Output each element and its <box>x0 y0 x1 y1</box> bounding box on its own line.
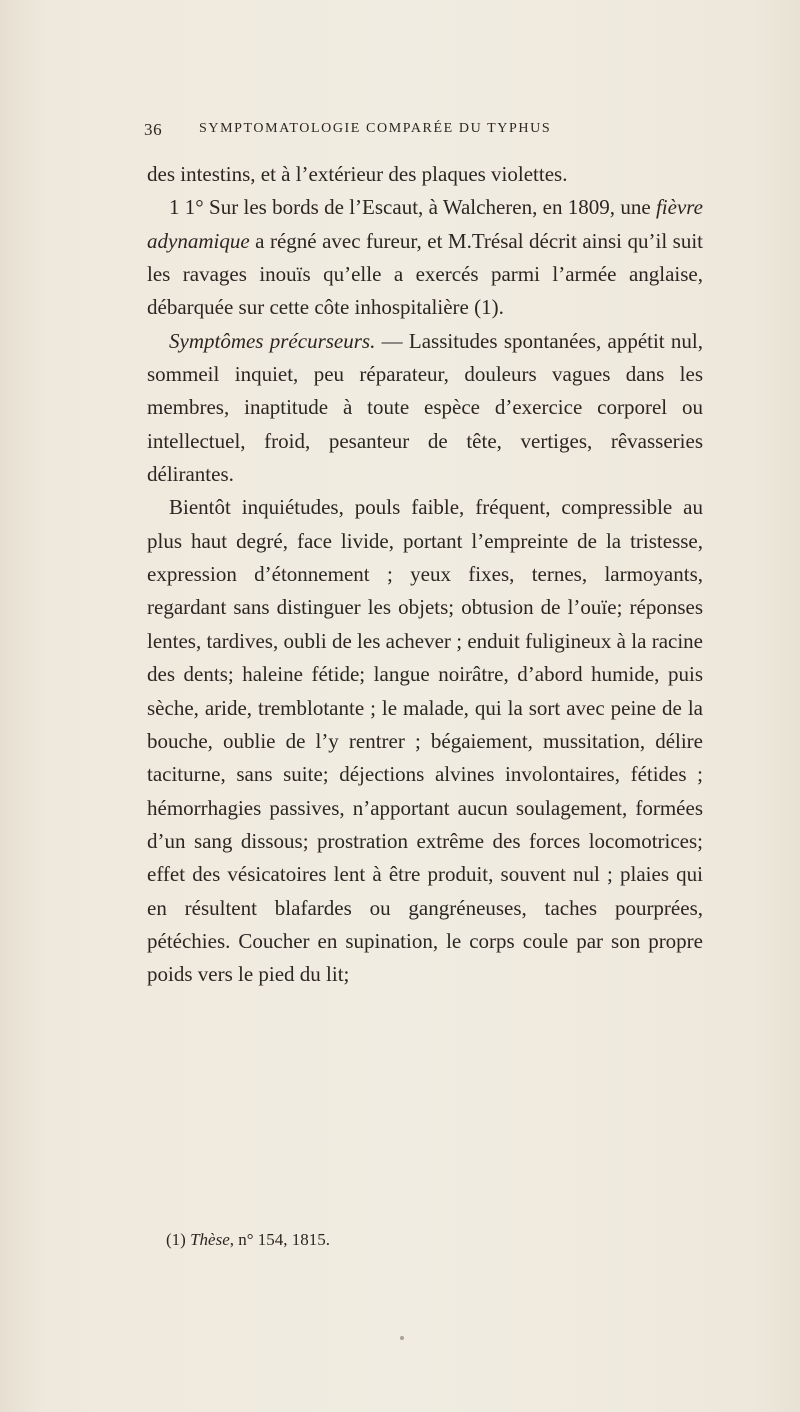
running-title: SYMPTOMATOLOGIE COMPARÉE DU TYPHUS <box>199 121 552 136</box>
footnote-marker: (1) <box>166 1230 186 1249</box>
body-text <box>147 158 703 992</box>
footnote <box>166 1230 330 1250</box>
paragraph-walcheren: 1 1° Sur les bords de l’Escaut, à Walcheren, en 1809, une fièvre adynamique a régné avec fureur, et M.Trésal décrit ainsi qu’il suit les ravages inouïs qu’elle a exercés parmi l’armée anglaise, débarquée sur cette côte inhospitalière (1). <box>147 195 703 320</box>
paragraph-intestins: des intestins, et à l’extérieur des plaques violettes. <box>147 162 568 186</box>
section-heading-italic: Symptômes précurseurs. <box>169 328 376 353</box>
footnote-reference: , n° 154, 1815. <box>229 1230 331 1249</box>
paragraph-symptomes-precurseurs: Symptômes précurseurs. — Lassitudes spontanées, appétit nul, sommeil inquiet, peu réparateur, douleurs vagues dans les membres, inaptitude à toute espèce d’exercice corporel ou intellectuel, froid, pesanteur de tête, vertiges, rêvasseries délirantes. <box>147 328 704 487</box>
footnote-these: Thèse <box>190 1230 230 1249</box>
page-number: 36 <box>144 120 163 139</box>
paragraph-bientot: Bientôt inquiétudes, pouls faible, fréquent, compressible au plus haut degré, face livide, portant l’empreinte de la tristesse, expression d’étonnement ; yeux fixes, ternes, larmoyants, regardant sans distinguer les objets; obtusion de l’ouïe; réponses lentes, tardives, oubli de les achever ; enduit fuligineux à la racine des dents; haleine fétide; langue noirâtre, d’abord humide, puis sèche, aride, tremblotante ; le malade, qui la sort avec peine de la bouche, oublie de l’y rentrer ; bégaiement, mussitation, délire taciturne, sans suite; déjections alvines involontaires, fétides ; hémorrhagies passives, n’apportant aucun soulagement, formées d’un sang dissous; prostration extrême des forces locomotrices; effet des vésicatoires lent à être produit, souvent nul ; plaies qui en résultent blafardes ou gangréneuses, taches pourprées, pétéchies. Coucher en supination, le corps coule par son propre poids vers le pied du lit; <box>147 495 703 987</box>
paper-speck <box>400 1336 404 1340</box>
running-head <box>144 120 704 144</box>
italic-fievre-adynamique: fièvre adynamique <box>147 195 703 253</box>
